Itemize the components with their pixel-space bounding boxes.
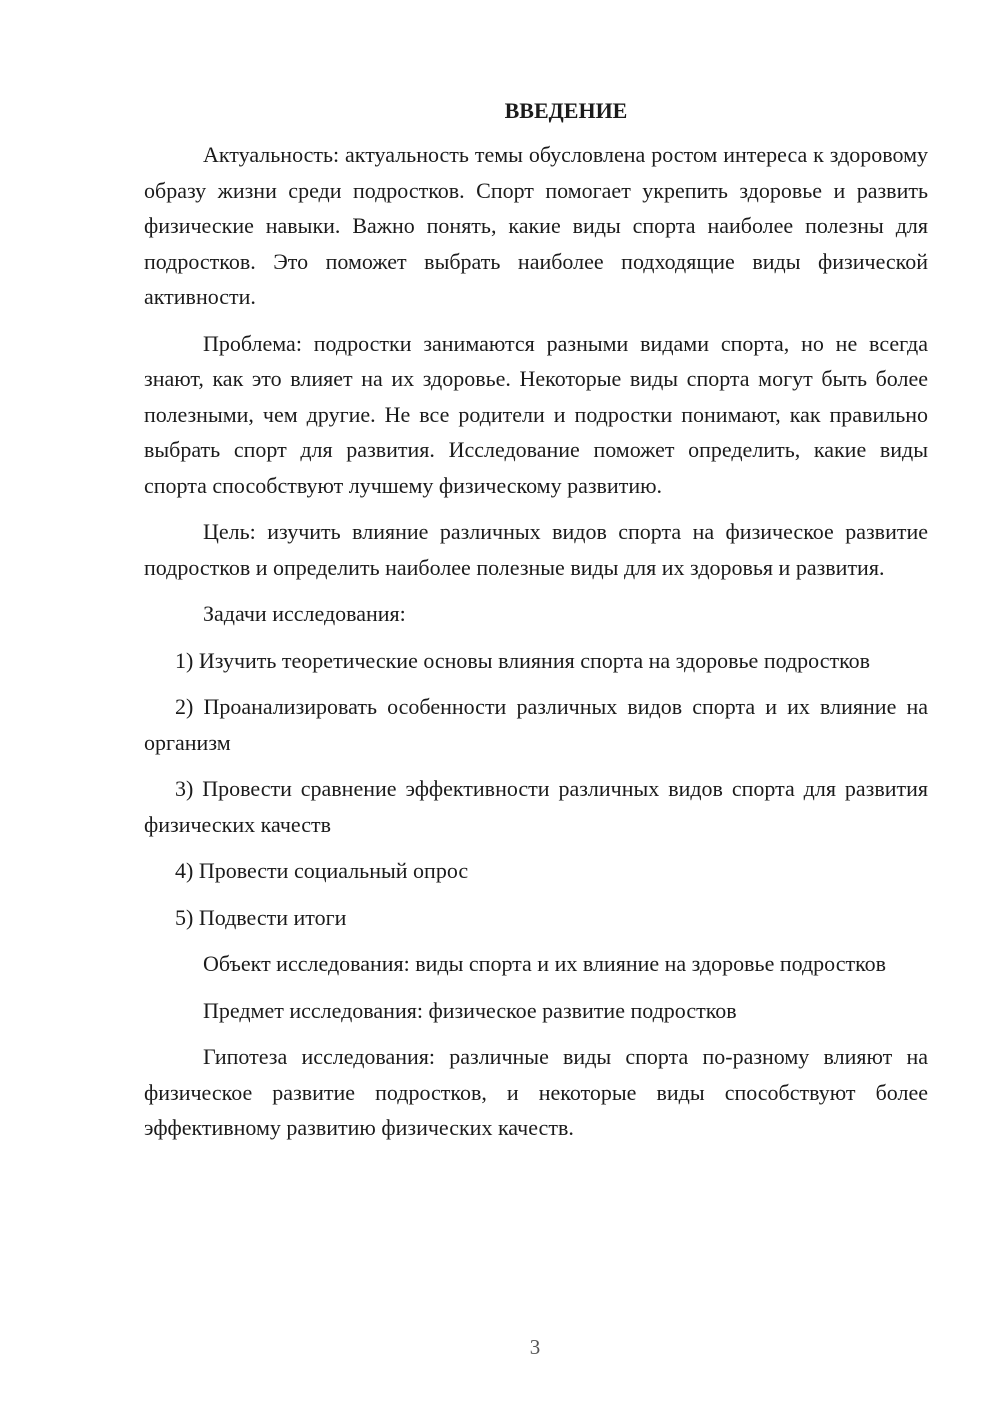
task-item-2: 2) Проанализировать особенности различных видов спорта и их влияние на организм [144, 694, 928, 755]
task-item-5: 5) Подвести итоги [175, 904, 347, 930]
goal-paragraph: Цель: изучить влияние различных видов спорта на физическое развитие подростков и определить наиболее полезные виды для их здоровья и развития. [144, 519, 928, 580]
hypothesis-paragraph: Гипотеза исследования: различные виды спорта по-разному влияют на физическое развитие подростков, и некоторые виды способствуют более эффективному развитию физических качеств. [144, 1044, 928, 1140]
task-item-3: 3) Провести сравнение эффективности различных видов спорта для развития физических качеств [144, 776, 928, 837]
relevance-paragraph: Актуальность: актуальность темы обусловлена ростом интереса к здоровому образу жизни среди подростков. Спорт помогает укрепить здоровье и развить физические навыки. Важно понять, какие виды спорта наиболее полезны для подростков. Это поможет выбрать наиболее подходящие виды физической активности. [144, 142, 928, 309]
page-number: 3 [529, 1335, 541, 1359]
task-item-1: 1) Изучить теоретические основы влияния спорта на здоровье подростков [175, 647, 871, 673]
problem-paragraph: Проблема: подростки занимаются разными видами спорта, но не всегда знают, как это влияет на их здоровье. Некоторые виды спорта могут быть более полезными, чем другие. Не все родители и подростки понимают, как правильно выбрать спорт для развития. Исследование поможет определить, какие виды спорта способствуют лучшему физическому развитию. [144, 330, 928, 498]
object-paragraph: Объект исследования: виды спорта и их влияние на здоровье подростков [203, 951, 887, 976]
page-content [144, 96, 928, 1157]
tasks-heading: Задачи исследования: [203, 601, 406, 626]
subject-paragraph: Предмет исследования: физическое развитие подростков [203, 997, 737, 1023]
task-item-4: 4) Провести социальный опрос [175, 858, 469, 883]
page-title: ВВЕДЕНИЕ [504, 98, 628, 123]
